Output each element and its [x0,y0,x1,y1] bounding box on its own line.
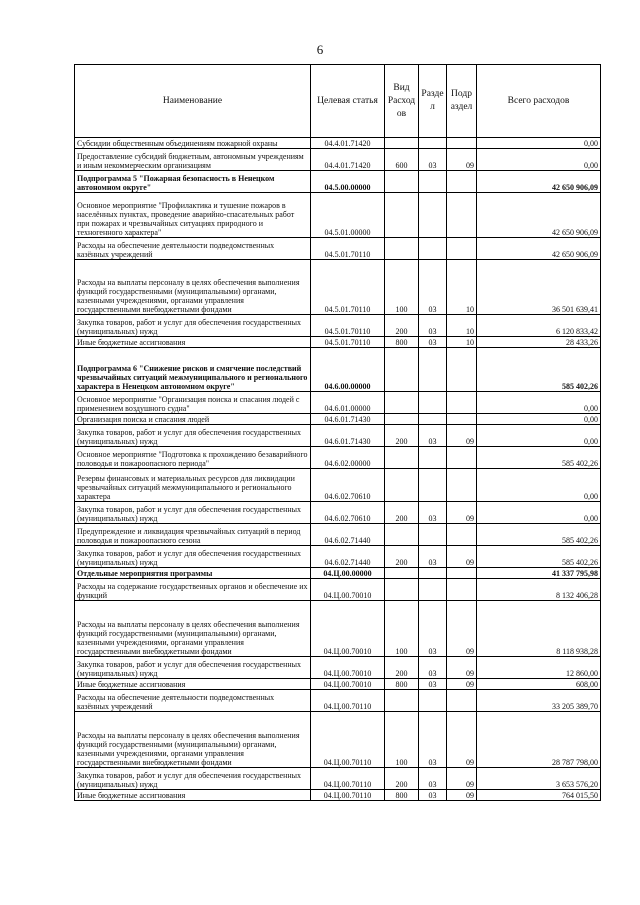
row-total: 28 787 798,00 [477,712,601,768]
row-expense-type: 200 [385,768,419,790]
row-expense-type: 100 [385,601,419,657]
row-section: 03 [419,502,447,524]
row-expense-type: 200 [385,425,419,447]
row-name: Основное мероприятие "Подготовка к прохождению безаварийного половодья и пожароопасного периода" [75,447,311,469]
row-total: 585 402,26 [477,447,601,469]
row-expense-type [385,579,419,601]
row-target-code: 04.6.02.71440 [311,546,385,568]
row-section: 03 [419,601,447,657]
budget-table [74,64,601,801]
row-total: 585 402,26 [477,546,601,568]
row-name: Расходы на содержание государственных органов и обеспечение их функций [75,579,311,601]
row-section: 03 [419,546,447,568]
table-row [75,469,601,502]
row-subsection [447,348,477,392]
row-expense-type [385,348,419,392]
row-total: 28 433,26 [477,337,601,348]
row-total: 42 650 906,09 [477,193,601,238]
row-target-code: 04.4.01.71420 [311,149,385,171]
table-row [75,149,601,171]
row-name: Отдельные мероприятия программы [75,568,311,579]
row-subsection [447,447,477,469]
row-target-code: 04.Ц.00.70110 [311,690,385,712]
table-body [75,138,601,801]
row-name: Основное мероприятие "Организация поиска и спасания людей с применением воздушного судна" [75,392,311,414]
row-target-code: 04.5.01.00000 [311,193,385,238]
row-total: 764 015,50 [477,790,601,801]
table-row [75,579,601,601]
table-row [75,337,601,348]
row-subsection: 09 [447,712,477,768]
row-target-code: 04.6.02.70610 [311,469,385,502]
row-total: 0,00 [477,392,601,414]
row-name: Расходы на выплаты персоналу в целях обеспечения выполнения функций государственными (муниципальными) органами, казенными учреждениями, органами управления государственными внебюджетными фондами [75,712,311,768]
row-subsection [447,690,477,712]
row-subsection: 09 [447,679,477,690]
row-name: Закупка товаров, работ и услуг для обеспечения государственных (муниципальных) нужд [75,657,311,679]
row-expense-type: 200 [385,315,419,337]
header-code: Целевая статья [311,65,385,138]
row-section: 03 [419,425,447,447]
row-section [419,392,447,414]
row-name: Организация поиска и спасания людей [75,414,311,425]
row-name: Закупка товаров, работ и услуг для обеспечения государственных (муниципальных) нужд [75,502,311,524]
header-vid: Вид Расход ов [385,65,419,138]
row-section [419,524,447,546]
row-target-code: 04.6.00.00000 [311,348,385,392]
row-total: 585 402,26 [477,348,601,392]
row-section: 03 [419,315,447,337]
row-section [419,579,447,601]
table-row [75,712,601,768]
row-total: 8 118 938,28 [477,601,601,657]
table-row [75,690,601,712]
row-section: 03 [419,260,447,315]
row-target-code: 04.Ц.00.70110 [311,768,385,790]
table-row [75,348,601,392]
row-subsection: 09 [447,502,477,524]
row-total: 36 501 639,41 [477,260,601,315]
row-total: 608,00 [477,679,601,690]
table-row [75,601,601,657]
row-name: Подпрограмма 5 "Пожарная безопасность в Ненецком автономном округе" [75,171,311,193]
row-target-code: 04.Ц.00.70010 [311,601,385,657]
row-target-code: 04.5.01.70110 [311,238,385,260]
row-subsection: 09 [447,601,477,657]
row-target-code: 04.Ц.00.00000 [311,568,385,579]
row-subsection [447,414,477,425]
row-section: 03 [419,657,447,679]
row-subsection [447,171,477,193]
row-name: Расходы на обеспечение деятельности подведомственных казённых учреждений [75,238,311,260]
row-section: 03 [419,149,447,171]
row-section: 03 [419,790,447,801]
row-total: 0,00 [477,149,601,171]
row-section [419,469,447,502]
row-total: 6 120 833,42 [477,315,601,337]
row-expense-type: 100 [385,712,419,768]
table-row [75,524,601,546]
page-number: 6 [316,42,324,57]
row-section [419,238,447,260]
row-target-code: 04.Ц.00.70010 [311,579,385,601]
row-subsection [447,568,477,579]
table-row [75,414,601,425]
row-expense-type [385,414,419,425]
row-target-code: 04.Ц.00.70010 [311,657,385,679]
table-row [75,657,601,679]
table-header-row [75,65,601,138]
row-name: Расходы на выплаты персоналу в целях обеспечения выполнения функций государственными (муниципальными) органами, казенными учреждениями, органами управления государственными внебюджетными фондами [75,601,311,657]
row-subsection: 09 [447,149,477,171]
row-target-code: 04.6.02.70610 [311,502,385,524]
row-target-code: 04.5.00.00000 [311,171,385,193]
row-target-code: 04.Ц.00.70110 [311,712,385,768]
row-expense-type [385,690,419,712]
row-name: Подпрограмма 6 "Снижение рисков и смягчение последствий чрезвычайных ситуаций межмуниципального и регионального характера в Ненецком автономном округе" [75,348,311,392]
row-section: 03 [419,768,447,790]
row-name: Закупка товаров, работ и услуг для обеспечения государственных (муниципальных) нужд [75,546,311,568]
row-name: Расходы на выплаты персоналу в целях обеспечения выполнения функций государственными (муниципальными) органами, казенными учреждениями, органами управления государственными внебюджетными фондами [75,260,311,315]
row-expense-type: 800 [385,337,419,348]
row-expense-type [385,238,419,260]
row-name: Предоставление субсидий бюджетным, автономным учреждениям и иным некоммерческим организациям [75,149,311,171]
row-subsection [447,469,477,502]
row-name: Резервы финансовых и материальных ресурсов для ликвидации чрезвычайных ситуаций межмуниципального и регионального характера [75,469,311,502]
row-section [419,568,447,579]
row-subsection: 09 [447,768,477,790]
table-row [75,546,601,568]
row-total: 0,00 [477,138,601,149]
row-section [419,171,447,193]
row-expense-type [385,447,419,469]
header-podrazdel: Подр аздел [447,65,477,138]
row-total: 3 653 576,20 [477,768,601,790]
row-total: 585 402,26 [477,524,601,546]
row-name: Расходы на обеспечение деятельности подведомственных казённых учреждений [75,690,311,712]
row-total: 42 650 906,09 [477,171,601,193]
table-row [75,260,601,315]
row-total: 0,00 [477,502,601,524]
row-target-code: 04.5.01.70110 [311,315,385,337]
row-name: Иные бюджетные ассигнования [75,337,311,348]
table-row [75,568,601,579]
row-expense-type [385,171,419,193]
row-name: Иные бюджетные ассигнования [75,790,311,801]
row-subsection: 09 [447,657,477,679]
row-total: 41 337 795,98 [477,568,601,579]
table-row [75,171,601,193]
row-target-code: 04.6.02.71440 [311,524,385,546]
row-section [419,690,447,712]
row-expense-type: 100 [385,260,419,315]
row-target-code: 04.Ц.00.70010 [311,679,385,690]
row-total: 0,00 [477,425,601,447]
row-expense-type: 200 [385,546,419,568]
row-target-code: 04.6.02.00000 [311,447,385,469]
row-name: Предупреждение и ликвидация чрезвычайных ситуаций в период половодья и пожароопасного сезона [75,524,311,546]
row-target-code: 04.6.01.71430 [311,414,385,425]
row-target-code: 04.6.01.71430 [311,425,385,447]
row-expense-type: 800 [385,679,419,690]
row-expense-type: 200 [385,657,419,679]
table-row [75,238,601,260]
row-target-code: 04.4.01.71420 [311,138,385,149]
row-name: Субсидии общественным объединениям пожарной охраны [75,138,311,149]
row-expense-type: 200 [385,502,419,524]
row-subsection: 09 [447,546,477,568]
table-row [75,768,601,790]
row-subsection: 10 [447,315,477,337]
row-name: Иные бюджетные ассигнования [75,679,311,690]
row-name: Закупка товаров, работ и услуг для обеспечения государственных (муниципальных) нужд [75,425,311,447]
row-section [419,447,447,469]
row-section: 03 [419,679,447,690]
row-section: 03 [419,337,447,348]
row-total: 0,00 [477,469,601,502]
row-subsection: 09 [447,425,477,447]
row-target-code: 04.5.01.70110 [311,337,385,348]
row-subsection [447,193,477,238]
row-section [419,414,447,425]
row-subsection [447,238,477,260]
header-total: Всего расходов [477,65,601,138]
table-row [75,790,601,801]
row-expense-type: 800 [385,790,419,801]
row-subsection [447,579,477,601]
row-expense-type [385,524,419,546]
row-section [419,193,447,238]
row-total: 33 205 389,70 [477,690,601,712]
row-target-code: 04.Ц.00.70110 [311,790,385,801]
row-subsection [447,524,477,546]
row-total: 8 132 406,28 [477,579,601,601]
row-name: Закупка товаров, работ и услуг для обеспечения государственных (муниципальных) нужд [75,315,311,337]
row-section [419,348,447,392]
row-section [419,138,447,149]
row-total: 12 860,00 [477,657,601,679]
header-razdel: Разде л [419,65,447,138]
row-name: Закупка товаров, работ и услуг для обеспечения государственных (муниципальных) нужд [75,768,311,790]
row-expense-type [385,568,419,579]
table-row [75,679,601,690]
row-target-code: 04.6.01.00000 [311,392,385,414]
table-row [75,425,601,447]
row-expense-type [385,193,419,238]
table-row [75,315,601,337]
table-row [75,502,601,524]
row-subsection: 10 [447,337,477,348]
row-subsection [447,138,477,149]
table-row [75,193,601,238]
table-row [75,447,601,469]
row-subsection: 09 [447,790,477,801]
table-row [75,138,601,149]
row-name: Основное мероприятие "Профилактика и тушение пожаров в населённых пунктах, проведение аварийно-спасательных работ при пожарах и чрезвычайных ситуациях природного и техногенного характера" [75,193,311,238]
row-expense-type [385,469,419,502]
row-expense-type: 600 [385,149,419,171]
row-total: 42 650 906,09 [477,238,601,260]
table-row [75,392,601,414]
header-name: Наименование [75,65,311,138]
row-expense-type [385,138,419,149]
row-target-code: 04.5.01.70110 [311,260,385,315]
row-subsection [447,392,477,414]
row-subsection: 10 [447,260,477,315]
row-expense-type [385,392,419,414]
row-section: 03 [419,712,447,768]
row-total: 0,00 [477,414,601,425]
